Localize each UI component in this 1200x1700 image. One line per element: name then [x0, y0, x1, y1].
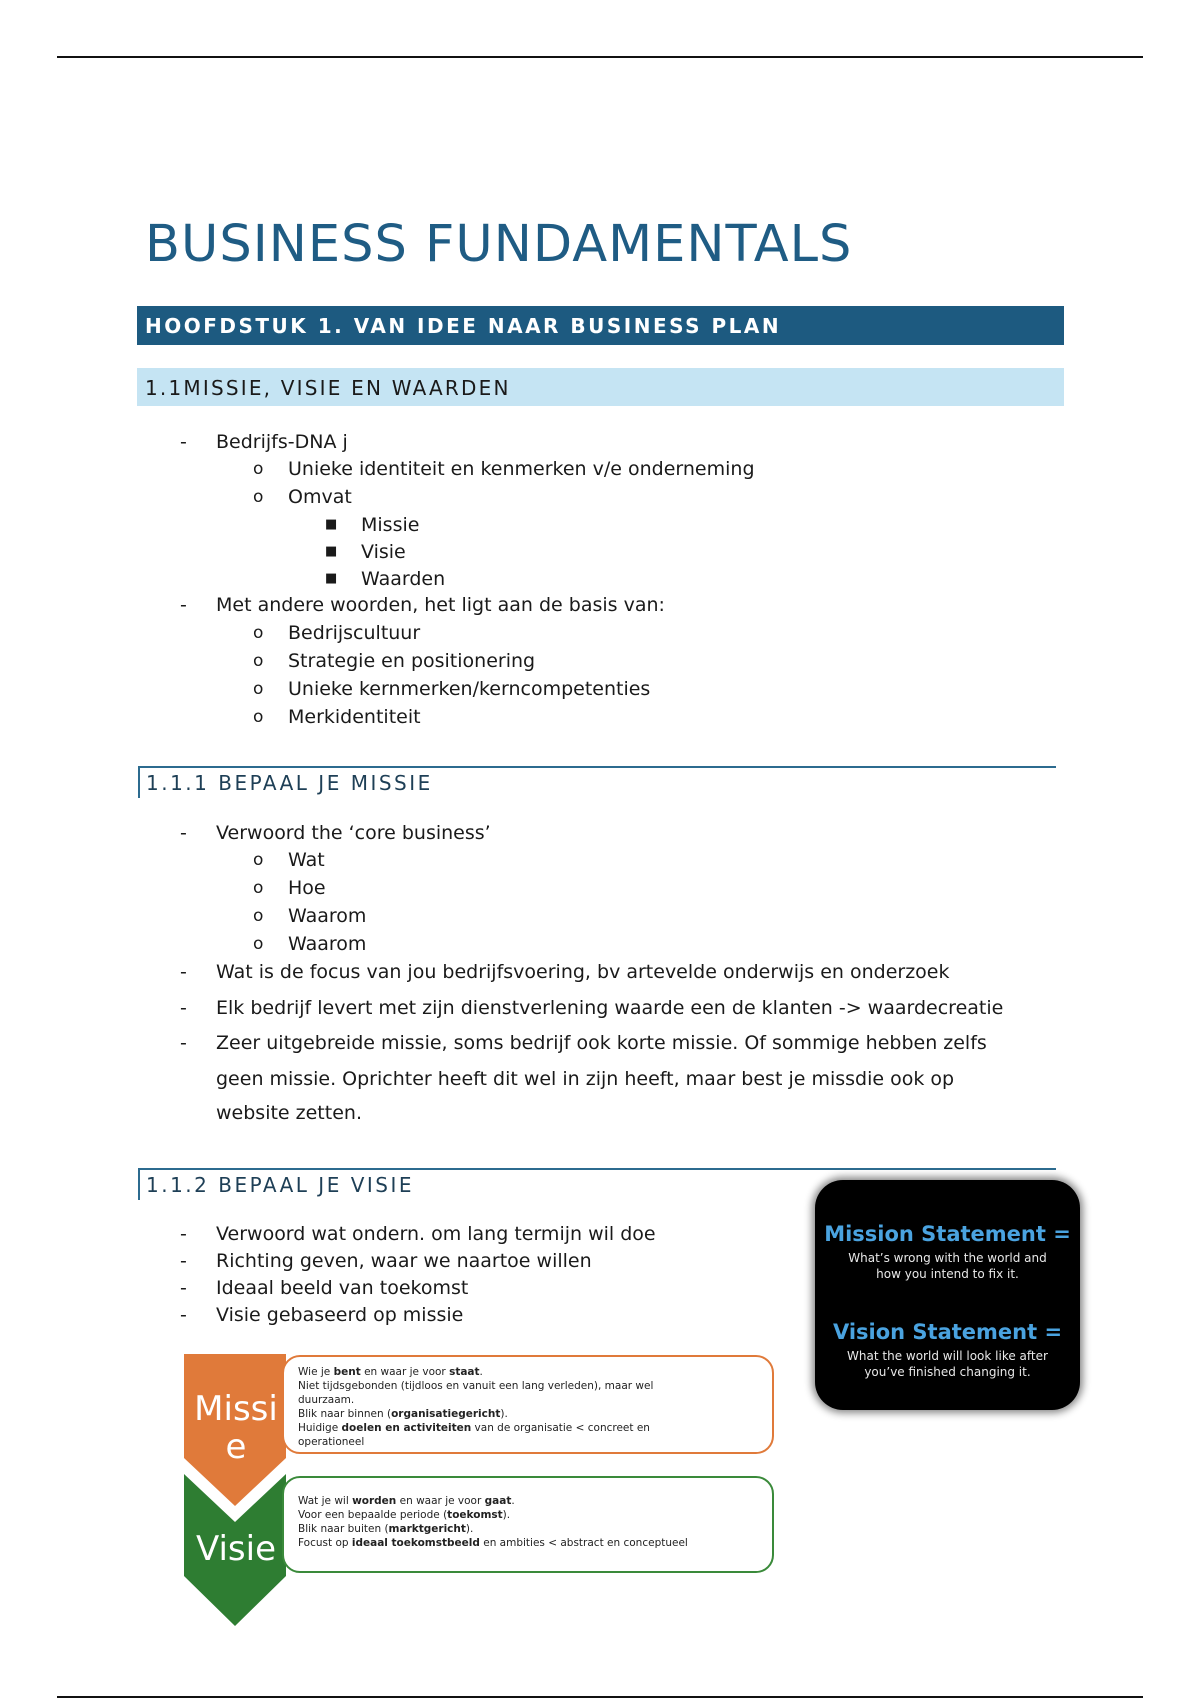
mission-statement-heading: Mission Statement =	[824, 1222, 1071, 1246]
top-rule	[57, 56, 1143, 58]
missie-line-3: duurzaam.	[298, 1394, 355, 1406]
visie-label: Visie	[195, 1529, 277, 1569]
document-title: BUSINESS FUNDAMENTALS	[145, 215, 853, 274]
missie-line-6: operationeel	[298, 1436, 365, 1448]
missie-line-5: Huidige doelen en activiteiten van de organisatie < concreet en	[298, 1422, 650, 1434]
subsection-heading-missie: 1.1.1 BEPAAL JE MISSIE	[138, 766, 1056, 798]
visie-line-3: Blik naar buiten (marktgericht).	[298, 1523, 474, 1535]
missie-label	[186, 1390, 286, 1466]
section-heading: 1.1MISSIE, VISIE EN WAARDEN	[137, 368, 1064, 406]
mission-statement-text-1: What’s wrong with the world and	[848, 1251, 1047, 1265]
visie-line-1: Wat je wil worden en waar je voor gaat.	[298, 1495, 515, 1507]
chapter-heading: HOOFDSTUK 1. VAN IDEE NAAR BUSINESS PLAN	[137, 306, 1064, 345]
vision-statement-text-2: you’ve finished changing it.	[864, 1365, 1031, 1379]
vision-statement-heading: Vision Statement =	[832, 1320, 1063, 1344]
mission-vision-card	[815, 1180, 1080, 1410]
subsection-heading-visie: 1.1.2 BEPAAL JE VISIE	[138, 1168, 1056, 1200]
missie-label-line1: Missi	[194, 1389, 278, 1429]
missie-line-2: Niet tijdsgebonden (tijdloos en vanuit een lang verleden), maar wel	[298, 1380, 654, 1392]
missie-line-1: Wie je bent en waar je voor staat.	[298, 1366, 483, 1378]
missie-description-box	[282, 1355, 774, 1454]
missie-label-line2: e	[225, 1427, 247, 1467]
visie-line-4: Focust op ideaal toekomstbeeld en ambities < abstract en conceptueel	[298, 1537, 688, 1549]
visie-line-2: Voor een bepaalde periode (toekomst).	[298, 1509, 511, 1521]
bottom-rule	[57, 1696, 1143, 1698]
vision-statement-text-1: What the world will look like after	[847, 1349, 1048, 1363]
visie-description-box	[282, 1476, 774, 1573]
missie-line-4: Blik naar binnen (organisatiegericht).	[298, 1408, 508, 1420]
mission-statement-text-2: how you intend to fix it.	[876, 1267, 1019, 1281]
